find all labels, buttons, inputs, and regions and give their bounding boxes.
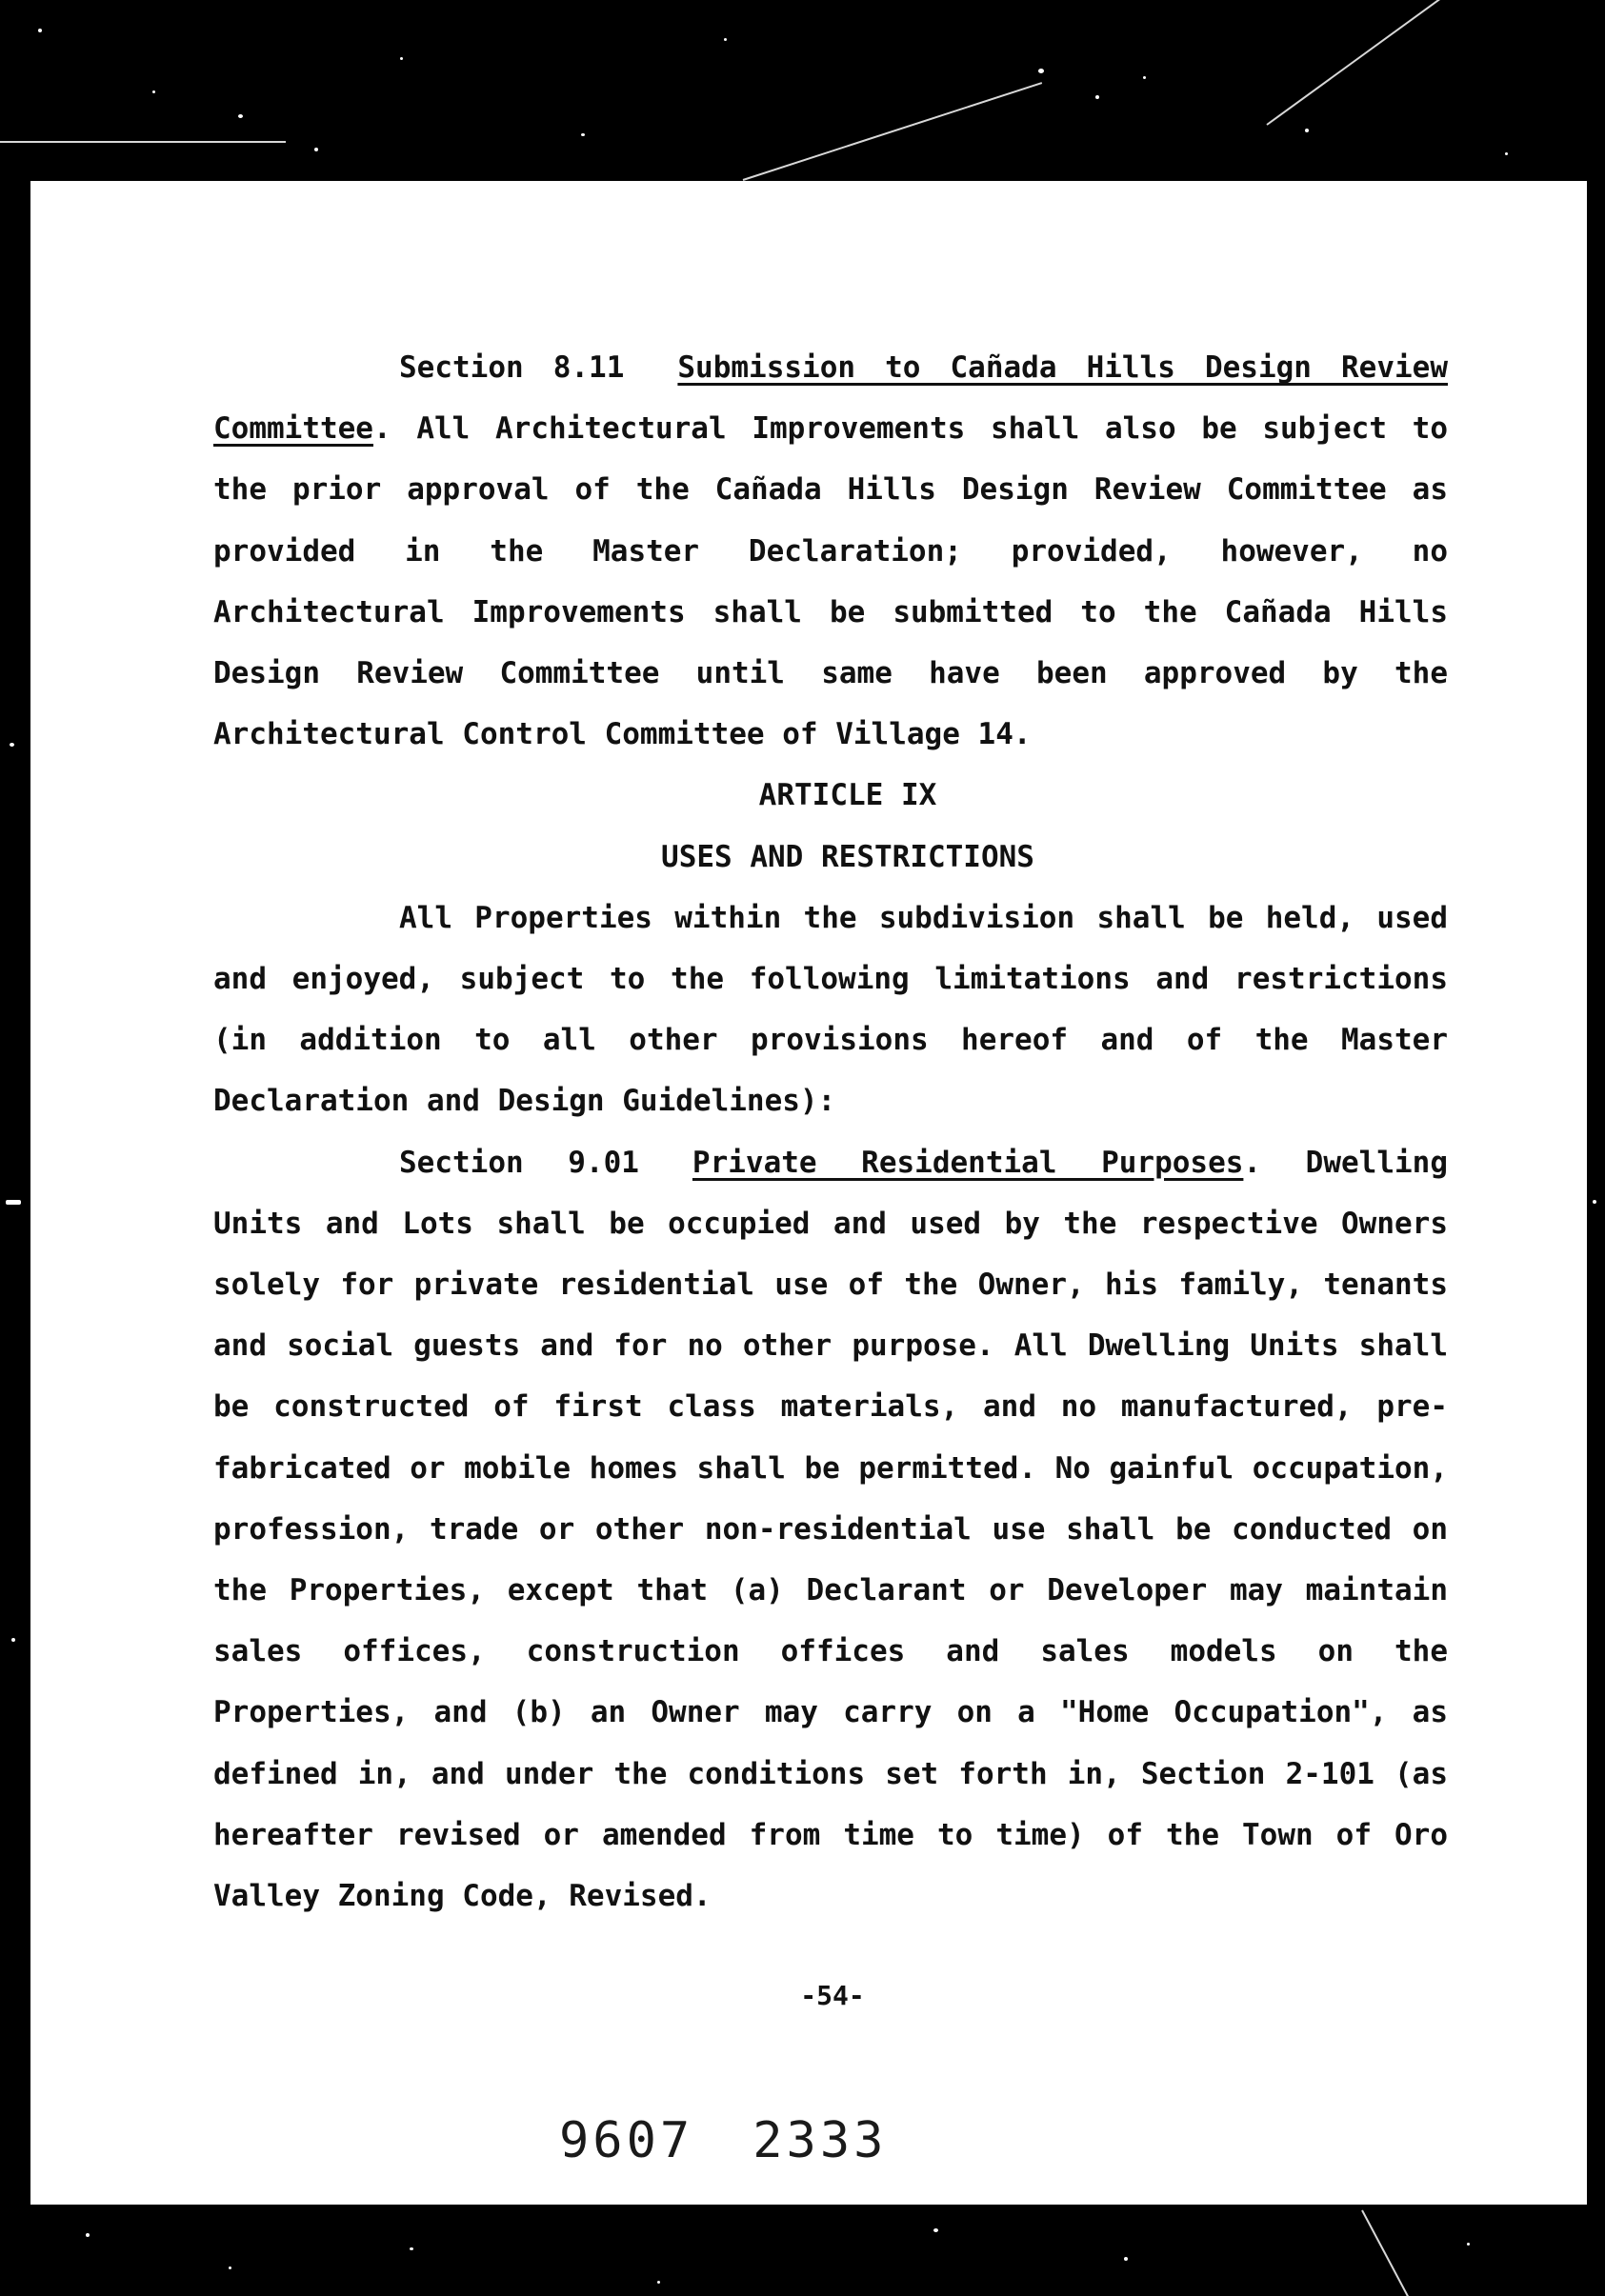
noise-speck (581, 133, 585, 136)
recording-stamp (559, 2112, 887, 2169)
noise-speck (1305, 129, 1309, 132)
document-body (213, 337, 1448, 1927)
noise-speck (238, 114, 243, 118)
noise-speck (152, 90, 155, 93)
noise-speck (410, 2247, 413, 2250)
scan-artifact-line (743, 82, 1042, 181)
section-9-01-body: . Dwelling Units and Lots shall be occupied and used by the respective Owners solely for private residential use of the Owner, his family, tenants and social guests and for no other purpose. All Dwelling Units shall be constructed of first class materials, and no manufactured, pre-fabricated or mobile homes shall be permitted. No gainful occupation, profession, trade or other non-residential use shall be conducted on the Properties, except that (a) Declarant or Developer may maintain sales offices, construction offices and sales models on the Properties, and (b) an Owner may carry on a "Home Occupation", as defined in, and under the conditions set forth in, Section 2-101 (as hereafter revised or amended from time to time) of the Town of Oro Valley Zoning Code, Revised. (213, 1145, 1448, 1914)
noise-speck (1124, 2257, 1128, 2261)
section-9-01-paragraph (213, 1132, 1448, 1927)
noise-speck (400, 57, 403, 60)
noise-speck (1143, 76, 1146, 79)
section-8-11-paragraph (213, 337, 1448, 765)
noise-speck (11, 1638, 15, 1642)
section-8-11-number: Section 8.11 (399, 350, 625, 385)
noise-speck (38, 29, 42, 32)
scan-artifact-line (0, 141, 286, 143)
noise-speck (1038, 69, 1044, 73)
stamp-docket: 9607 (559, 2112, 694, 2169)
noise-speck (1505, 152, 1508, 155)
noise-speck (1467, 2243, 1470, 2246)
section-9-01-number: Section 9.01 (399, 1145, 639, 1180)
section-8-11-body: . All Architectural Improvements shall also be subject to the prior approval of the Cañada Hills Design Review Committee as provided in the Master Declaration; provided, however, no Architectural Improvements shall be submitted to the Cañada Hills Design Review Committee until same have been approved by the Architectural Control Committee of Village 14. (213, 411, 1448, 752)
noise-speck (229, 2266, 231, 2269)
stamp-page: 2333 (752, 2112, 888, 2169)
section-9-01-title: Private Residential Purposes (692, 1145, 1244, 1180)
noise-speck (933, 2228, 938, 2232)
noise-speck (314, 148, 318, 151)
page-number: -54- (800, 1980, 865, 2011)
noise-speck (724, 38, 727, 41)
article-intro-paragraph: All Properties within the subdivision shall be held, used and enjoyed, subject to the following limitations and restrictions (in addition to all other provisions hereof and of the Master Declaration and Design Guidelines): (213, 900, 1448, 1119)
noise-speck (657, 2281, 660, 2284)
section-8-11-title-cont: Committee (213, 411, 373, 447)
section-8-11-title: Submission to Cañada Hills Design Review (677, 350, 1449, 385)
noise-speck (6, 1200, 21, 1205)
noise-speck (1593, 1200, 1596, 1204)
scan-artifact-line (1361, 2210, 1412, 2296)
article-subheading: USES AND RESTRICTIONS (661, 839, 1034, 874)
noise-speck (1095, 95, 1099, 99)
noise-speck (86, 2233, 90, 2237)
scan-artifact-line (1266, 0, 1444, 126)
document-page (30, 181, 1587, 2205)
noise-speck (10, 743, 14, 747)
article-heading: ARTICLE IX (758, 778, 937, 813)
